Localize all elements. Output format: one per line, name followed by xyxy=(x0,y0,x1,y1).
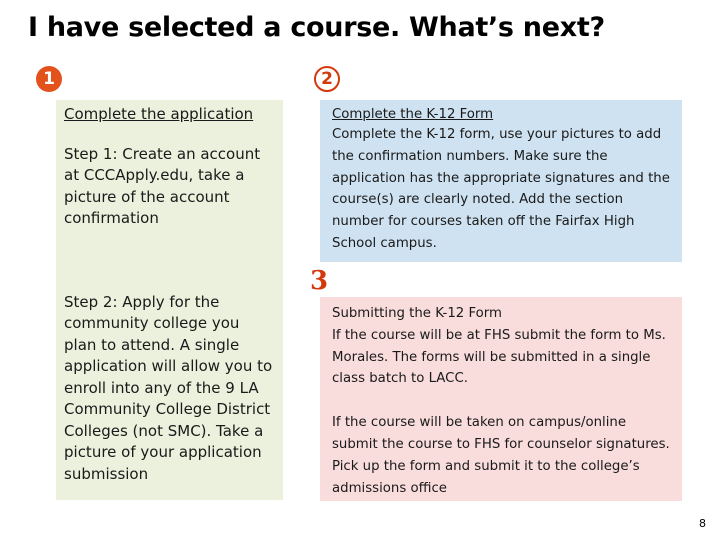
k12-form-panel xyxy=(320,100,682,262)
step-two-badge: 2 xyxy=(314,66,340,92)
submit-form-heading: Submitting the K-12 Form xyxy=(332,306,502,321)
k12-form-heading: Complete the K-12 Form xyxy=(332,107,494,122)
step-two-text: Step 2: Apply for the community college you plan to attend. A single application will allow you to enroll into any of the 9 LA Community College District Colleges (not SMC). Take a picture of your application submission xyxy=(64,292,273,483)
application-heading: Complete the application xyxy=(64,105,254,123)
step-three-badge: 3 xyxy=(309,266,329,296)
page-title: I have selected a course. What’s next? xyxy=(28,12,605,43)
k12-form-text: Complete the K-12 form, use your pictures to add the confirmation numbers. Make sure the application has the appropriate signatures and the course(s) are clearly noted. Add the section number for courses taken off the Fairfax High School campus. xyxy=(332,127,670,251)
submit-fhs-text: If the course will be at FHS submit the form to Ms. Morales. The forms will be submitted in a single class batch to LACC. xyxy=(332,327,666,387)
application-panel xyxy=(56,100,283,500)
page-number: 8 xyxy=(699,517,706,530)
submit-campus-text: If the course will be taken on campus/online submit the course to FHS for counselor signatures. Pick up the form and submit it to the college’s admissions office xyxy=(332,415,670,496)
submit-form-panel xyxy=(320,297,682,501)
step-one-text: Step 1: Create an account at CCCApply.edu, take a picture of the account confirmation xyxy=(64,144,261,227)
step-one-badge: 1 xyxy=(36,66,62,92)
